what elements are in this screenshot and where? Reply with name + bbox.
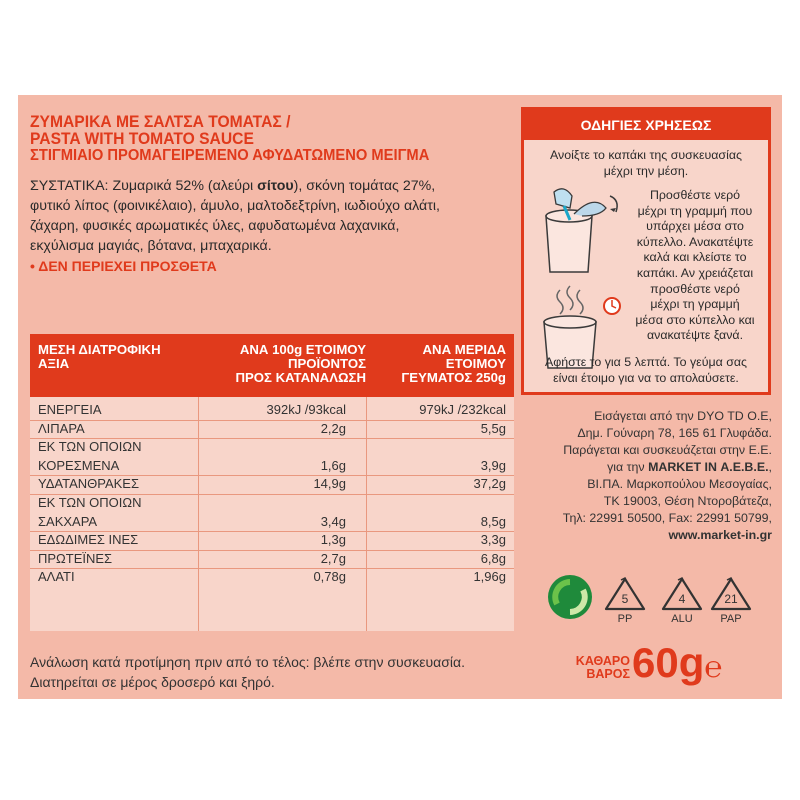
cup-open-icon [534,186,624,278]
column-divider [198,397,199,631]
importer-info: Εισάγεται από την DYO TD Ο.Ε, Δημ. Γούναρη 78, 165 61 Γλυφάδα. Παράγεται και συσκευάζεται στην Ε.Ε. για την MARKET IN Α.Ε.Β.Ε., ΒΙ.ΠΑ. Μαρκοπούλου Μεσογαίας, ΤΚ 19003, Θέση Ντοροβάτεζα, Τηλ: 22991 50500, Fax: 22991 50799, www.market-in.gr [528,408,772,544]
website-link: www.market-in.gr [668,528,772,542]
instruction-step-2: Προσθέστε νερό μέχρι τη γραμμή που υπάρχει μέσα στο κύπελλο. Ανακατέψτε καλά και κλείστε το καπάκι. Αν χρειάζεται προσθέστε νερό μέχρι τη γραμμή μέσα στο κύπελλο και ανακατέψτε ξανά. [635,188,755,343]
recycle-pp-icon: 5 PP [603,576,647,625]
row-divider [30,420,514,421]
value-per-100g: 1,3g [320,532,346,548]
value-per-100g: 1,6g [320,457,346,473]
instructions-heading: ΟΔΗΓΙΕΣ ΧΡΗΣΕΩΣ [524,110,768,140]
header-col-perserving: ΑΝΑ ΜΕΡΙΔΑ ΕΤΟΙΜΟΥ ΓΕΥΜΑΤΟΣ 250g [401,342,506,385]
value-per-100g: 0,78g [313,569,346,585]
value-per-serving: 6,8g [480,550,506,566]
value-per-100g: 392kJ /93kcal [266,402,346,417]
instruction-step-1: Ανοίξτε το καπάκι της συσκευασίας μέχρι την μέση. [550,148,742,178]
svg-text:5: 5 [621,592,629,606]
net-weight-value: 60g℮ [632,639,723,686]
nutrient-name: ΕΚ ΤΩΝ ΟΠΟΙΩΝ [38,439,142,455]
value-per-100g: 2,7g [320,550,346,566]
nutrient-name: ΕΔΩΔΙΜΕΣ ΙΝΕΣ [38,532,139,548]
company-name: MARKET IN Α.Ε.Β.Ε. [648,460,769,474]
value-per-100g: 14,9g [313,476,346,492]
value-per-serving: 5,5g [480,420,506,436]
value-per-serving: 3,9g [480,457,506,473]
timer-icon [604,298,620,314]
svg-text:21: 21 [724,592,738,606]
product-subtitle: ΣΤΙΓΜΙΑΙΟ ΠΡΟΜΑΓΕΙΡΕΜΕΝΟ ΑΦΥΔΑΤΩΜΕΝΟ ΜΕΙΓΜΑ [30,147,430,164]
value-per-serving: 1,96g [473,569,506,585]
nutrient-name: ΛΙΠΑΡΑ [38,420,85,436]
header-col-name: ΜΕΣΗ ΔΙΑΤΡΟΦΙΚΗ ΑΞΙΑ [38,342,161,371]
value-per-serving: 37,2g [473,476,506,492]
nutrient-name: ΑΛΑΤΙ [38,569,75,585]
title-english: PASTA WITH TOMATO SAUCE [30,129,254,148]
ingredients-label: ΣΥΣΤΑΤΙΚΑ: [30,178,109,194]
net-weight-label: ΚΑΘΑΡΟ ΒΑΡΟΣ [575,654,630,681]
column-divider [366,397,367,631]
title-greek: ΖΥΜΑΡΙΚΑ ΜΕ ΣΑΛΤΣΑ ΤΟΜΑΤΑΣ / [30,112,291,131]
estimated-sign-icon: ℮ [704,651,723,684]
no-additives-note: • ΔΕΝ ΠΕΡΙΕΧΕΙ ΠΡΟΣΘΕΤΑ [30,258,217,274]
recycle-pap-icon: 21 PAP [709,576,753,625]
allergen-wheat: σίτου [257,178,294,194]
nutrition-table [30,334,514,631]
nutrition-header [30,334,514,397]
nutrient-name: ΚΟΡΕΣΜΕΝΑ [38,457,120,473]
ingredients-text: ΣΥΣΤΑΤΙΚΑ: Ζυμαρικά 52% (αλεύρι σίτου), σκόνη τομάτας 27%, φυτικό λίπος (φοινικέλαιο), άμυλο, μαλτοδεξτρίνη, ιωδιούχο αλάτι, ζάχαρη, φυσικές αρωματικές ύλες, αφυδατωμένα λαχανικά, εκχύλισμα μαγιάς, βότανα, μπαχαρικά. [30,178,440,254]
nutrient-name: ΕΝΕΡΓΕΙΑ [38,402,102,417]
value-per-100g: 2,2g [320,420,346,436]
instruction-step-3: Αφήστε το για 5 λεπτά. Το γεύμα σας είναι έτοιμο για να το απολαύσετε. [544,355,747,385]
value-per-100g: 3,4g [320,513,346,529]
green-dot-icon [547,574,593,620]
nutrient-name: ΣΑΚΧΑΡΑ [38,513,98,529]
value-per-serving: 3,3g [480,532,506,548]
nutrient-name: ΕΚ ΤΩΝ ΟΠΟΙΩΝ [38,495,142,510]
nutrient-name: ΥΔΑΤΑΝΘΡΑΚΕΣ [38,476,139,492]
header-col-per100g: ΑΝΑ 100g ΕΤΟΙΜΟΥ ΠΡΟΪΟΝΤΟΣ ΠΡΟΣ ΚΑΤΑΝΑΛΩΣΗ [235,342,366,385]
value-per-serving: 979kJ /232kcal [419,402,506,417]
recycle-alu-icon: 4 ALU [660,576,704,625]
product-title [30,113,429,164]
row-divider [30,568,514,569]
value-per-serving: 8,5g [480,513,506,529]
svg-text:4: 4 [678,592,686,606]
nutrient-name: ΠΡΩΤΕΪΝΕΣ [38,550,113,566]
instructions-box [521,107,771,395]
storage-info: Ανάλωση κατά προτίμηση πριν από το τέλος: βλέπε στην συσκευασία. Διατηρείται σε μέρος δροσερό και ξηρό. [30,654,465,690]
